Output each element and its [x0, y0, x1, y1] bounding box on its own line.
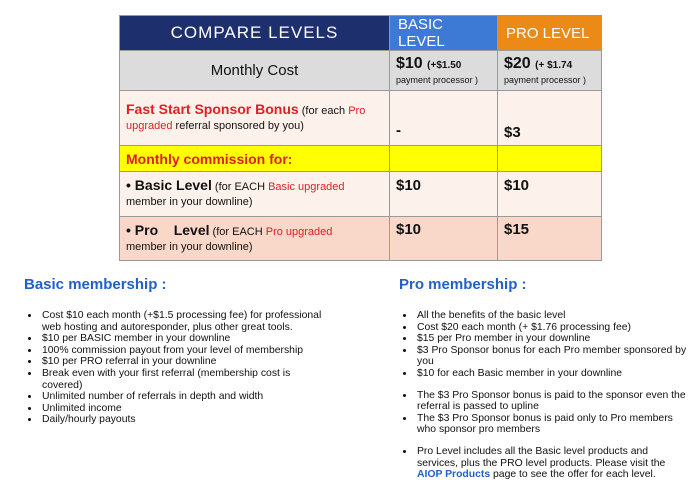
- pro-level-pro-value: $15: [498, 217, 602, 261]
- fast-start-basic-value: -: [390, 91, 498, 146]
- compare-levels-title: COMPARE LEVELS: [120, 16, 390, 51]
- basic-level-label: [120, 172, 390, 217]
- basic-level-highlight: Basic upgraded: [268, 181, 345, 193]
- basic-processor-note: payment processor ): [396, 75, 479, 85]
- monthly-commission-label: Monthly commission for:: [120, 146, 390, 172]
- list-item: • Unlimited number of referrals in depth and width: [40, 391, 324, 403]
- basic-level-title: Basic Level: [134, 177, 212, 193]
- fast-start-text-1: (for each: [298, 105, 349, 117]
- fast-start-title: Fast Start Sponsor Bonus: [126, 101, 299, 117]
- basic-membership-section: [24, 276, 324, 426]
- monthly-cost-row: [120, 51, 602, 91]
- list-item: • Break even with your first referral (membership cost is covered): [40, 368, 324, 391]
- list-item: • $3 Pro Sponsor bonus for each Pro member sponsored by you: [415, 345, 689, 368]
- pro-price: $20: [504, 55, 531, 72]
- final-text-before: Pro Level includes all the Basic level products and services, plus the PRO level products. Please visit the: [417, 445, 666, 469]
- pro-level-highlight: Pro upgraded: [265, 225, 333, 238]
- aiop-products-link[interactable]: AIOP Products: [417, 469, 491, 481]
- pro-fee: (+ $1.74: [535, 60, 573, 71]
- list-item: • 100% commission payout from your level of membership: [40, 345, 324, 357]
- list-item: • $10 per BASIC member in your downline: [40, 333, 324, 345]
- list-item: • Cost $20 each month (+ $1.76 processing fee): [415, 322, 689, 334]
- list-item: • The $3 Pro Sponsor bonus is paid to the sponsor even the referral is passed to upline: [415, 390, 689, 413]
- list-item: • $15 per Pro member in your downline: [415, 333, 689, 345]
- list-item: • Cost $10 each month (+$1.5 processing fee) for professional web hosting and autoresponder, plus other great tools.: [40, 310, 324, 333]
- fast-start-row: [120, 91, 602, 146]
- pro-membership-heading: Pro membership :: [399, 276, 527, 293]
- list-item: • Daily/hourly payouts: [40, 414, 324, 426]
- pro-processor-note: payment processor ): [504, 75, 587, 85]
- bullet-icon: •: [126, 221, 131, 238]
- monthly-commission-basic-empty: [390, 146, 498, 172]
- list-item: [415, 446, 689, 481]
- pro-level-header: PRO LEVEL: [498, 16, 602, 51]
- basic-level-row: [120, 172, 602, 217]
- basic-level-pro-value: $10: [498, 172, 602, 217]
- basic-membership-heading: Basic membership :: [24, 276, 167, 293]
- basic-level-header: BASIC LEVEL: [390, 16, 498, 51]
- pro-level-text-2: member in your downline): [126, 240, 253, 253]
- basic-level-text-1: (for EACH: [211, 181, 269, 193]
- bullet-icon: •: [126, 177, 131, 193]
- list-item: • The $3 Pro Sponsor bonus is paid only to Pro members who sponsor pro members: [415, 413, 689, 436]
- list-item: • All the benefits of the basic level: [415, 310, 689, 322]
- basic-level-basic-value: $10: [390, 172, 498, 217]
- basic-price: $10: [396, 55, 423, 72]
- fast-start-label: [120, 91, 390, 146]
- pro-level-label: [120, 217, 390, 261]
- final-text-after: page to see the offer for each level.: [490, 469, 656, 481]
- basic-fee: (+$1.50: [427, 60, 462, 71]
- pro-monthly-cost: [498, 51, 602, 91]
- list-item: • $10 per PRO referral in your downline: [40, 356, 324, 368]
- pro-membership-list: [399, 310, 689, 481]
- table-header-row: [120, 16, 602, 51]
- monthly-commission-row: [120, 146, 602, 172]
- monthly-commission-pro-empty: [498, 146, 602, 172]
- monthly-cost-label: Monthly Cost: [120, 51, 390, 91]
- list-item: • $10 for each Basic member in your downline: [415, 368, 689, 380]
- compare-levels-table: [119, 15, 602, 261]
- pro-level-text-1: (for EACH: [209, 225, 266, 238]
- pro-level-row: [120, 217, 602, 261]
- pro-membership-section: [399, 276, 689, 481]
- basic-level-text-2: member in your downline): [126, 196, 253, 208]
- basic-monthly-cost: [390, 51, 498, 91]
- fast-start-pro-value: $3: [498, 91, 602, 146]
- pro-level-title: Pro Level: [134, 221, 210, 238]
- fast-start-pro-word: Pro: [348, 105, 366, 117]
- fast-start-text-2: referral sponsored by you): [172, 120, 304, 132]
- list-item: • Unlimited income: [40, 403, 324, 415]
- basic-membership-list: [24, 310, 324, 426]
- pro-level-basic-value: $10: [390, 217, 498, 261]
- fast-start-upgraded: upgraded: [126, 120, 173, 132]
